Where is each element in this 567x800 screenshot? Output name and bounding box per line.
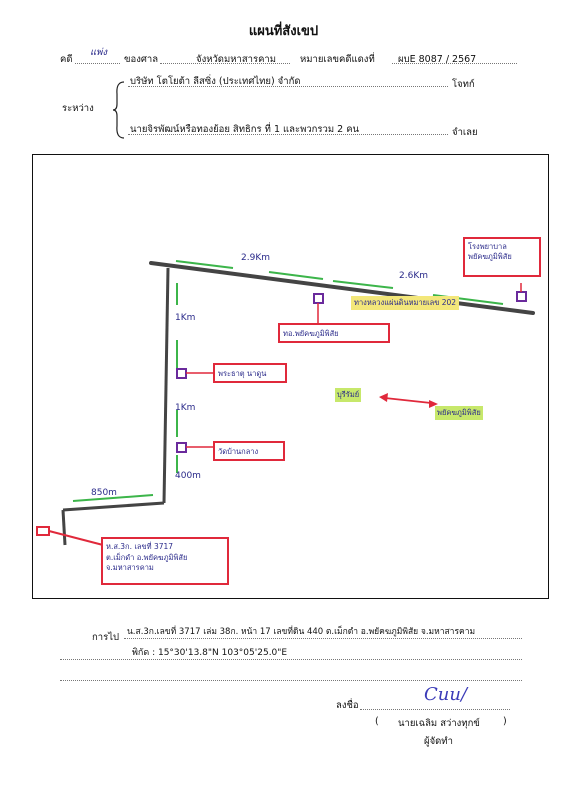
map-drawing — [33, 155, 550, 600]
defendant-role: จำเลย — [452, 127, 478, 138]
signer-role: ผู้จัดทำ — [424, 736, 453, 747]
distance-label-bottom: 400m — [175, 471, 201, 481]
branch-road-end — [63, 510, 65, 545]
distance-label-vertical-2: 1Km — [175, 403, 196, 413]
page-title: แผนที่สังเขป — [248, 24, 319, 39]
case-number-label: หมายเลขคดีแดงที่ — [300, 54, 375, 65]
direction-north-label: บุรีรัมย์ — [335, 388, 361, 402]
case-value: แพ่ง — [90, 47, 108, 58]
signature: Cuu/ — [424, 684, 468, 705]
goto-label: การไป — [92, 632, 119, 643]
brace-icon — [112, 80, 126, 140]
home-marker — [37, 527, 49, 535]
plaintiff-name: บริษัท โตโยต้า ลีสซิ่ง (ประเทศไทย) จำกัด — [130, 76, 301, 87]
direction-arrow — [385, 398, 431, 403]
signer-open-paren: ( — [375, 716, 379, 727]
property-line-3: จ.มหาสารคาม — [106, 563, 154, 572]
property-line-2: ต.เม็กดำ อ.พยัคฆภูมิพิสัย — [106, 552, 188, 562]
coordinate-text: พิกัด : 15°30'13.8"N 103°05'25.0"E — [132, 648, 288, 658]
between-label: ระหว่าง — [62, 103, 94, 114]
defendant-name: นายจิรพัฒน์หรือทองย้อย สิทธิกร ที่ 1 และพวกรวม 2 คน — [130, 124, 360, 135]
branch-road — [63, 503, 164, 510]
goto-text: น.ส.3ก.เลขที่ 3717 เล่ม 38ก. หน้า 17 เลขที่ดิน 440 ต.เม็กดำ อ.พยัคฆภูมิพิสัย จ.มหาสารคาม — [127, 627, 476, 637]
distance-label-branch: 850m — [91, 488, 117, 498]
distance-label-top-right: 2.6Km — [399, 271, 428, 281]
signer-name: นายเฉลิม สว่างทุกข์ — [398, 718, 480, 729]
property-line-1: ห.ส.3ก. เลขที่ 3717 — [106, 542, 174, 551]
property-box — [101, 537, 229, 585]
plaintiff-role: โจทก์ — [452, 79, 475, 90]
signer-close-paren: ) — [503, 716, 507, 727]
sketch-map — [32, 154, 549, 599]
case-number-value: ผบE 8087 / 2567 — [398, 54, 477, 65]
court-value: จังหวัดมหาสารคาม — [196, 54, 277, 65]
district-office-box: ทอ.พยัคฆภูมิพิสัย — [278, 323, 390, 343]
court-label: ของศาล — [124, 54, 159, 65]
side-road — [164, 268, 168, 503]
road-name-label: ทางหลวงแผ่นดินหมายเลข 202 — [351, 296, 459, 310]
temple-box: พระธาตุ นาดูน — [213, 363, 287, 383]
distance-label-top-left: 2.9Km — [241, 253, 270, 263]
distance-label-vertical-1: 1Km — [175, 313, 196, 323]
case-label: คดี — [60, 54, 73, 65]
hospital-box: โรงพยาบาล พยัคฆภูมิพิสัย — [463, 237, 541, 277]
school-box: วัดบ้านกลาง — [213, 441, 285, 461]
sign-label: ลงชื่อ — [336, 700, 359, 711]
direction-south-label: พยัคฆภูมิพิสัย — [435, 406, 483, 420]
